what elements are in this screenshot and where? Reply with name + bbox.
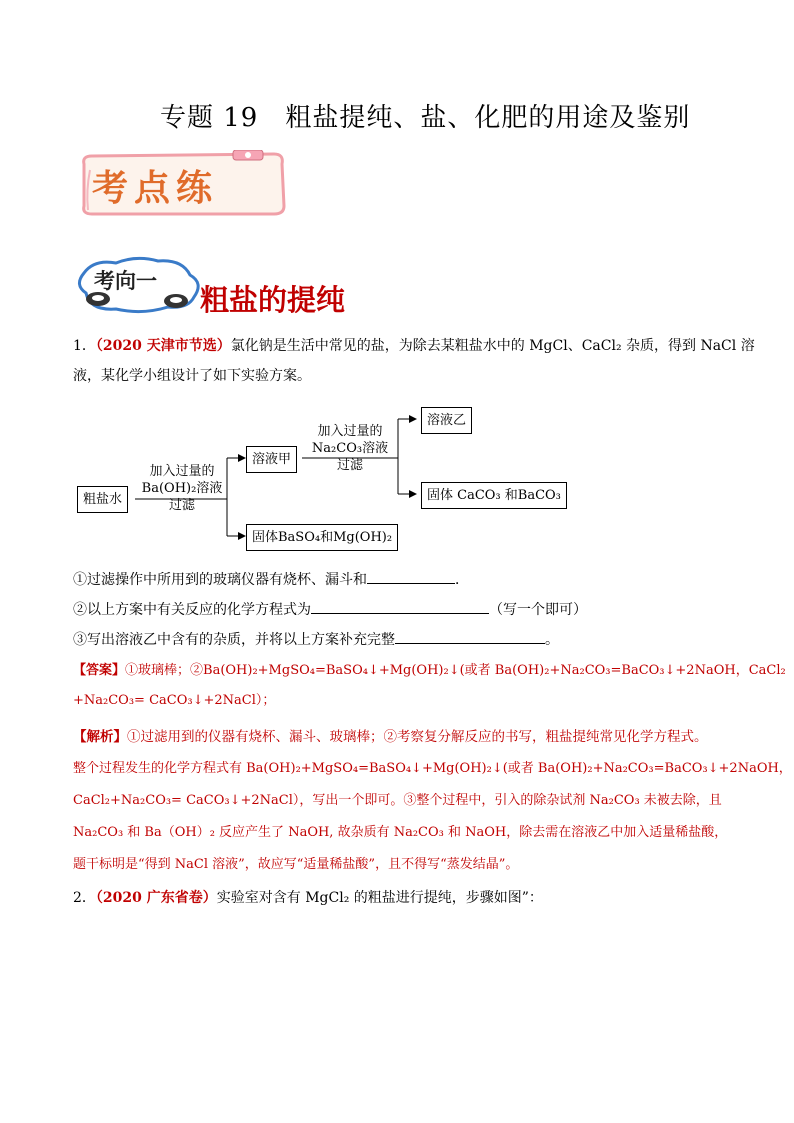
- q1-stem-text1: 氯化钠是生活中常见的盐，为除去某粗盐水中的 MgCl、CaCl₂ 杂质，得到 NaCl 溶: [230, 338, 755, 354]
- page-title: 专题 19 粗盐提纯、盐、化肥的用途及鉴别: [160, 103, 691, 133]
- step1-line3: 过滤: [168, 498, 195, 513]
- q2-number: 2．: [73, 890, 96, 906]
- q2-stem-text: 实验室对含有 MgCl₂ 的粗盐进行提纯，步骤如图”：: [216, 890, 543, 906]
- q1-sub1: [73, 565, 733, 595]
- step1-line2: Ba(OH)₂溶液: [141, 481, 223, 496]
- section-badge: [72, 255, 207, 317]
- q1-sub3-blank[interactable]: [395, 629, 545, 644]
- step2-line1: 加入过量的: [317, 424, 383, 439]
- q2-stem: [73, 883, 733, 913]
- q1-sub2-text: ②以上方案中有关反应的化学方程式为: [73, 602, 311, 618]
- q1-analysis-line5: 题干标明是“得到 NaCl 溶液”，故应写“适量稀盐酸”，且不得写“蒸发结晶”。: [73, 857, 519, 872]
- q1-analysis-line4: Na₂CO₃ 和 Ba（OH）₂ 反应产生了 NaOH, 故杂质有 Na₂CO₃ 和 NaOH，除去需在溶液乙中加入适量稀盐酸，: [73, 825, 728, 840]
- node-solution-yi: 溶液乙: [421, 407, 472, 434]
- q2-source: （2020 广东省卷）: [95, 890, 217, 906]
- step2-line2: Na₂CO₃溶液: [311, 441, 389, 456]
- q1-sub1-end: ．: [455, 572, 469, 588]
- node-solution-jia: 溶液甲: [246, 446, 297, 473]
- analysis-text1: ①过滤用到的仪器有烧杯、漏斗、玻璃棒；②考察复分解反应的书写，粗盐提纯常见化学方程式。: [127, 729, 708, 745]
- q1-stem-line1: [73, 331, 755, 361]
- node-solid2: 固体 CaCO₃ 和BaCO₃: [421, 482, 567, 509]
- q1-analysis-line1: [73, 722, 733, 752]
- step1-line1: 加入过量的: [149, 464, 215, 479]
- q1-source: （2020 天津市节选）: [95, 338, 231, 354]
- q1-sub2-end: （写一个即可）: [489, 602, 587, 618]
- q1-stem-line2: 液，某化学小组设计了如下实验方案。: [73, 368, 311, 384]
- q1-answer-line1: [73, 656, 786, 686]
- q1-analysis-line2: 整个过程发生的化学方程式有 Ba(OH)₂+MgSO₄=BaSO₄↓+Mg(OH)₂↓(或者 Ba(OH)₂+Na₂CO₃=BaCO₃↓+2NaOH，: [73, 761, 792, 776]
- badge-label: 考向一: [94, 269, 157, 293]
- banner-label: 考点练: [92, 168, 219, 209]
- node-solid1: 固体BaSO₄和Mg(OH)₂: [246, 524, 398, 551]
- analysis-label: 【解析】: [73, 729, 127, 745]
- q1-sub3-end: 。: [545, 632, 559, 648]
- step2-line3: 过滤: [336, 458, 363, 473]
- q1-sub1-blank[interactable]: [367, 569, 455, 584]
- q1-sub2: [73, 595, 733, 625]
- q1-number: 1．: [73, 338, 96, 354]
- answer-text1: ①玻璃棒；②Ba(OH)₂+MgSO₄=BaSO₄↓+Mg(OH)₂↓(或者 Ba(OH)₂+Na₂CO₃=BaCO₃↓+2NaOH，CaCl₂: [125, 663, 786, 678]
- node-crude-brine: 粗盐水: [77, 486, 128, 513]
- banner-kaodianlian: [78, 150, 290, 218]
- q1-analysis-line3: CaCl₂+Na₂CO₃= CaCO₃↓+2NaCl），写出一个即可。③整个过程中，引入的除杂试剂 Na₂CO₃ 未被去除，且: [73, 793, 722, 808]
- q1-sub1-text: ①过滤操作中所用到的玻璃仪器有烧杯、漏斗和: [73, 572, 367, 588]
- q1-sub3-text: ③写出溶液乙中含有的杂质，并将以上方案补充完整: [73, 632, 395, 648]
- q1-sub3: [73, 625, 733, 655]
- step2-label: [302, 423, 398, 474]
- flow-diagram: [70, 402, 570, 552]
- q1-answer-line2: +Na₂CO₃= CaCO₃↓+2NaCl）；: [73, 693, 276, 708]
- section-heading: 粗盐的提纯: [200, 283, 346, 317]
- step1-label: [132, 463, 232, 514]
- q1-sub2-blank[interactable]: [311, 599, 489, 614]
- answer-label: 【答案】: [73, 663, 126, 678]
